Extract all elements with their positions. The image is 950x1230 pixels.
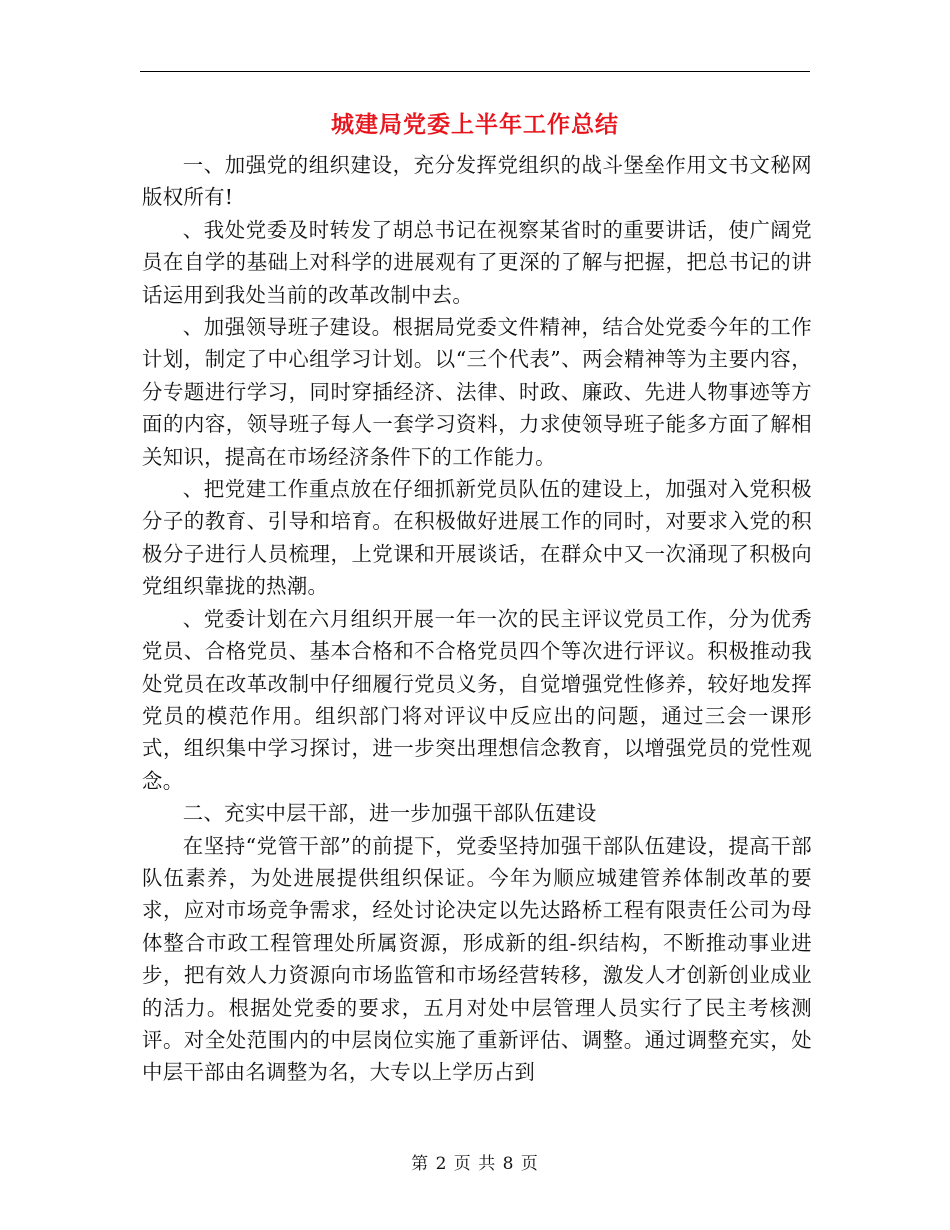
section-heading-2: 二、充实中层干部，进一步加强干部队伍建设 <box>182 801 597 826</box>
page-number: 第 2 页 共 8 页 <box>411 1154 539 1174</box>
paragraph-7: 在坚持“党管干部”的前提下，党委坚持加强干部队伍建设，提高干部队伍素养，为处进展提供组织保证。今年为顺应城建管养体制改革的要求，应对市场竞争需求，经处讨论决定以先达路桥工程有限责任公司为母体整合市政工程管理处所属资源，形成新的组-织结构，不断推动事业进步，把有效人力资源向市场监管和市场经营转移，激发人才创新创业成业的活力。根据处党委的要求，五月对处中层管理人员实行了民主考核测评。对全处范围内的中层岗位实施了重新评估、调整。通过调整充实，处中层干部由名调整为名，大专以上学历占到 <box>142 833 812 1085</box>
paragraph-5: 、党委计划在六月组织开展一年一次的民主评议党员工作，分为优秀党员、合格党员、基本合格和不合格党员四个等次进行评议。积极推动我处党员在改革改制中仔细履行党员义务，自觉增强党性修养，较好地发挥党员的模范作用。组织部门将对评议中反应出的问题，通过三会一课形式，组织集中学习探讨，进一步突出理想信念教育，以增强党员的党性观念。 <box>142 606 812 793</box>
paragraph-1: 一、加强党的组织建设，充分发挥党组织的战斗堡垒作用文书文秘网版权所有! <box>142 153 812 210</box>
paragraph-4: 、把党建工作重点放在仔细抓新党员队伍的建设上，加强对入党积极分子的教育、引导和培育。在积极做好进展工作的同时，对要求入党的积极分子进行人员梳理，上党课和开展谈话，在群众中又一次涌现了积极向党组织靠拢的热潮。 <box>142 477 812 599</box>
document-body <box>142 149 812 1089</box>
paragraph-2: 、我处党委及时转发了胡总书记在视察某省时的重要讲话，使广阔党员在自学的基础上对科学的进展观有了更深的了解与把握，把总书记的讲话运用到我处当前的改革改制中去。 <box>142 217 812 307</box>
document-title: 城建局党委上半年工作总结 <box>331 111 619 138</box>
paragraph-3: 、加强领导班子建设。根据局党委文件精神，结合处党委今年的工作计划，制定了中心组学习计划。以“三个代表”、两会精神等为主要内容，分专题进行学习，同时穿插经济、法律、时政、廉政、先进人物事迹等方面的内容，领导班子每人一套学习资料，力求使领导班子能多方面了解相关知识，提高在市场经济条件下的工作能力。 <box>142 315 812 469</box>
header-rule <box>140 71 810 72</box>
